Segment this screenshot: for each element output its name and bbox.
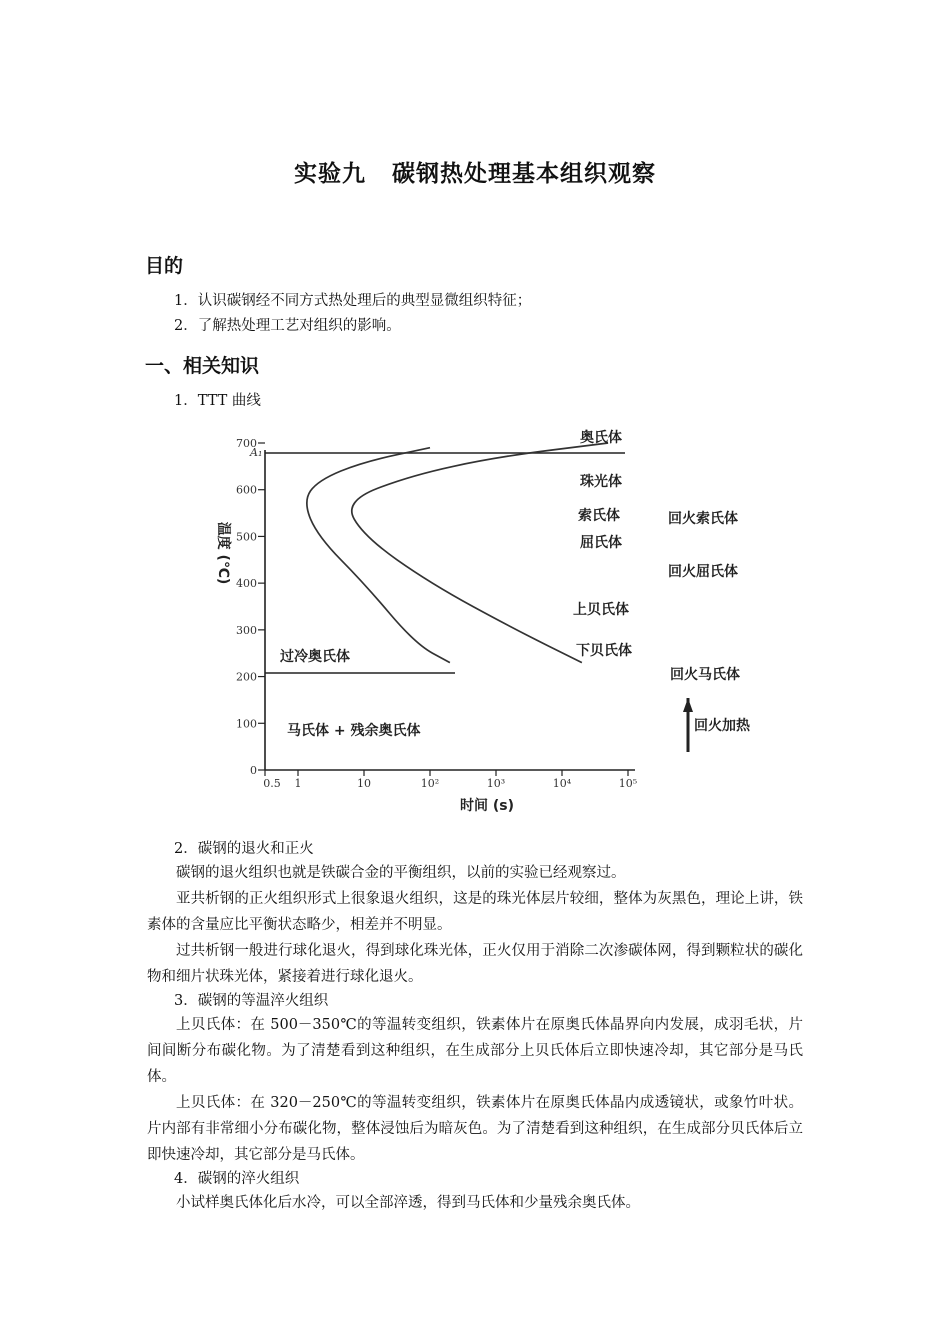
x-tick-label: 10² [420,777,440,790]
para-lower-bainite: 上贝氏体：在 320－250℃的等温转变组织，铁素体片在原奥氏体晶内成透镜状，或象竹叶状。片内部有非常细小分布碳化物，整体浸蚀后为暗灰色。为了清楚看到这种组织，在生成部分贝氏体后立即快速冷却，其它部分是马氏体。 [147,1095,803,1163]
x-tick-label: 10⁵ [618,777,638,790]
y-tick-label: 400 [236,577,257,591]
y-tick-label: 700 [236,437,257,450]
label-tempered-martensite: 回火马氏体 [670,667,740,683]
x-tick-label: 1 [294,777,302,790]
ttt-curve-start [307,448,450,663]
tempering-arrow-head [683,698,693,712]
purpose-heading: 目的 [145,255,184,277]
subheading-quenching: 4．碳钢的淬火组织 [174,1171,300,1187]
y-tick-label: 200 [236,670,257,684]
label-austenite: 奥氏体 [580,430,622,446]
x-tick-label: 10⁴ [552,777,572,790]
y-tick-label: 300 [236,623,257,637]
label-upper-bainite: 上贝氏体 [573,602,629,618]
label-undercooled-austenite: 过冷奥氏体 [280,649,350,665]
ttt-curve-finish [352,443,608,663]
x-tick-label: 10 [357,777,371,790]
ttt-chart [205,420,775,820]
y-tick-label: 600 [236,483,257,497]
x-tick-label: 10³ [486,777,506,790]
x-axis-label: 时间 (s) [459,798,515,814]
para-hypereutectoid: 过共析钢一般进行球化退火，得到球化珠光体，正火仅用于消除二次渗碳体网，得到颗粒状的碳化物和细片状珠光体，紧接着进行球化退火。 [147,943,803,985]
label-tempering-heating: 回火加热 [694,718,750,734]
purpose-item-2: 2．了解热处理工艺对组织的影响。 [174,318,401,334]
label-tempered-troostite: 回火屈氏体 [668,564,738,580]
label-pearlite: 珠光体 [580,474,622,490]
label-martensite-retained: 马氏体 + 残余奥氏体 [287,723,421,739]
x-tick-label: 0.5 [263,777,281,790]
purpose-item-1: 1．认识碳钢经不同方式热处理后的典型显微组织特征； [174,293,532,309]
para-upper-bainite: 上贝氏体：在 500－350℃的等温转变组织，铁素体片在原奥氏体晶界向内发展，成羽毛状，片间间断分布碳化物。为了清楚看到这种组织，在生成部分上贝氏体后立即快速冷却，其它部分是马氏体。 [147,1017,803,1085]
y-tick-label: 0 [250,764,257,777]
subheading-annealing: 2．碳钢的退火和正火 [174,841,314,857]
label-troostite: 屈氏体 [580,535,622,551]
y-axis-label: 温度 (℃) [215,521,231,585]
page-title: 实验九 碳钢热处理基本组织观察 [294,161,656,187]
label-lower-bainite: 下贝氏体 [576,643,632,659]
subheading-austempering: 3．碳钢的等温淬火组织 [174,993,329,1009]
y-tick-label: 100 [236,717,257,731]
label-sorbite: 索氏体 [578,508,620,524]
a1-label: A₁ [250,446,263,459]
subheading-ttt: 1．TTT 曲线 [174,393,261,409]
para-hypoeutectoid: 亚共析钢的正火组织形式上很象退火组织，这是的珠光体层片较细，整体为灰黑色，理论上讲，铁素体的含量应比平衡状态略少，相差并不明显。 [147,891,803,933]
para-quenching: 小试样奥氏体化后水冷，可以全部淬透，得到马氏体和少量残余奥氏体。 [176,1195,640,1211]
y-tick-label: 500 [236,530,257,544]
para-annealing: 碳钢的退火组织也就是铁碳合金的平衡组织，以前的实验已经观察过。 [176,865,626,881]
label-tempered-sorbite: 回火索氏体 [668,511,738,527]
section1-heading: 一、相关知识 [145,355,260,377]
